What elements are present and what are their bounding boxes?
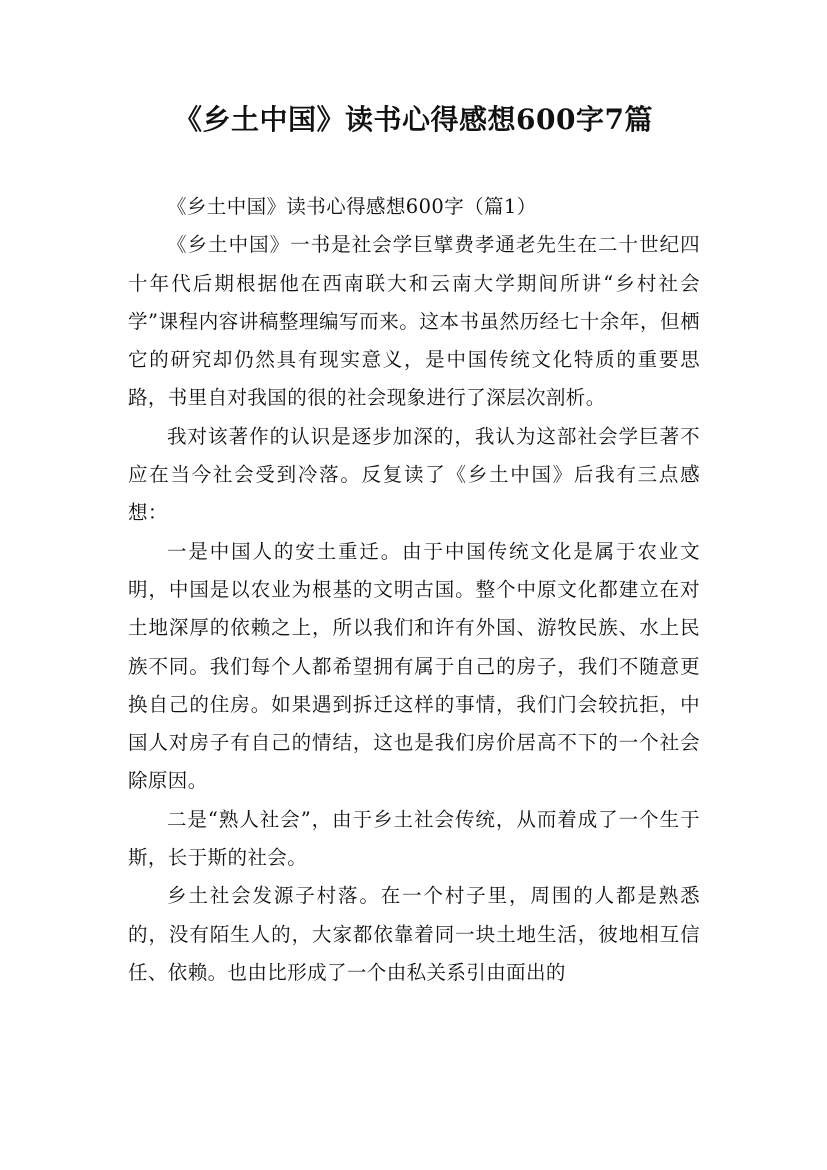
- paragraph: 一是中国人的安土重迁。由于中国传统文化是属于农业文明，中国是以农业为根基的文明古国。整个中原文化都建立在对土地深厚的依赖之上，所以我们和许有外国、游牧民族、水上民族不同。我们每个人都希望拥有属于自己的房子，我们不随意更换自己的住房。如果遇到拆迁这样的事情，我们门会较抗拒，中国人对房子有自己的情结，这也是我们房价居高不下的一个社会除原因。: [128, 539, 700, 793]
- document-body: [128, 188, 700, 992]
- paragraph: 二是“熟人社会”，由于乡土社会传统，从而着成了一个生于斯，长于斯的社会。: [128, 807, 700, 870]
- section-heading: 《乡土中国》读书心得感想600字（篇1）: [167, 195, 537, 218]
- document-title: 《乡土中国》读书心得感想600字7篇: [174, 103, 653, 136]
- paragraph: 我对该著作的认识是逐步加深的，我认为这部社会学巨著不应在当今社会受到冷落。反复读了《乡土中国》后我有三点感想：: [128, 424, 700, 525]
- paragraph: 《乡土中国》一书是社会学巨擘费孝通老先生在二十世纪四十年代后期根据他在西南联大和云南大学期间所讲“乡村社会学”课程内容讲稿整理编写而来。这本书虽然历经七十余年，但栖它的研究却仍然具有现实意义，是中国传统文化特质的重要思路，书里自对我国的很的社会现象进行了深层次剖析。: [128, 233, 700, 410]
- paragraph: 乡土社会发源子村落。在一个村子里，周围的人都是熟悉的，没有陌生人的，大家都依靠着同一块土地生活，彼地相互信任、依赖。也由比形成了一个由私关系引由面出的: [128, 884, 700, 984]
